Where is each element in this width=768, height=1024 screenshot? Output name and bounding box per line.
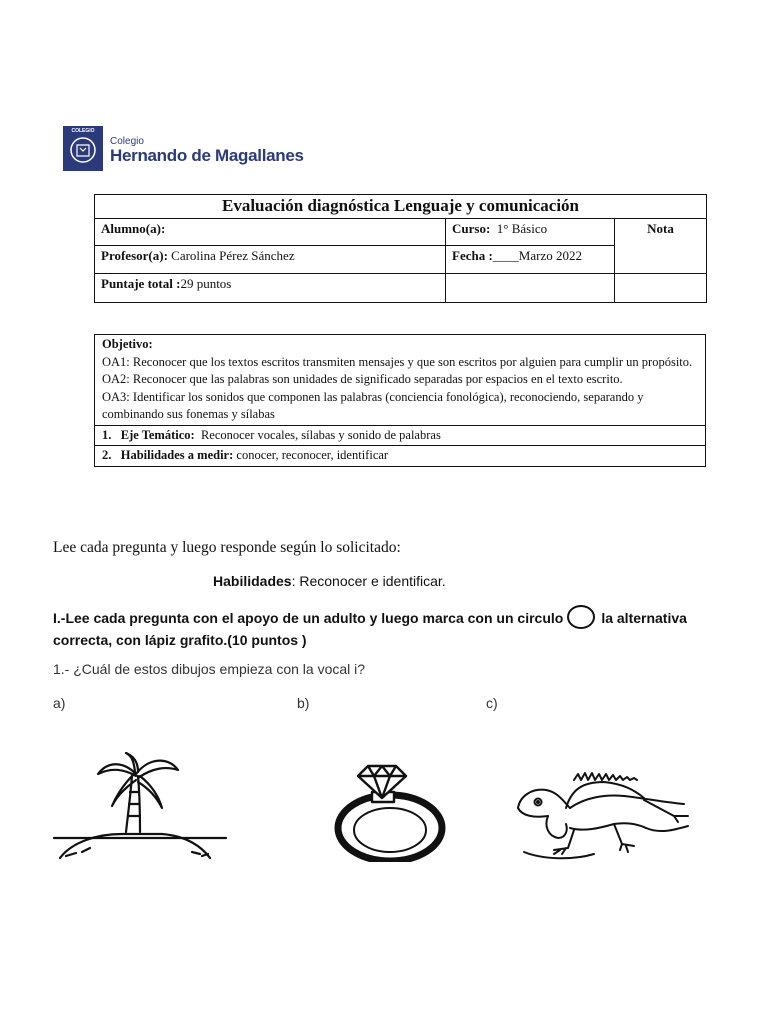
school-name: Hernando de Magallanes (110, 146, 304, 165)
teacher-label: Profesor(a): (101, 248, 168, 263)
date-blank: ____ (492, 248, 519, 263)
axis-label: Eje Temático: (120, 427, 195, 442)
general-instruction: Lee cada pregunta y luego responde según lo solicitado: (53, 539, 401, 556)
objectives-cell (95, 335, 706, 426)
section-1-text-before: I.-Lee cada pregunta con el apoyo de un adulto y luego marca con un circulo (53, 610, 564, 626)
objective-oa3: OA3: Identificar los sonidos que componen las palabras (conciencia fonológica), reconociendo, separando y combinando sus fonemas y sílabas (102, 389, 644, 421)
objective-oa1: OA1: Reconocer que los textos escritos transmiten mensajes y que son escritos por alguien para cumplir un propósito. (102, 354, 693, 369)
student-cell (95, 219, 446, 246)
objectives-table (94, 334, 706, 467)
option-a-label[interactable]: a) (53, 695, 66, 711)
axis-row (95, 425, 706, 446)
question-1-prompt: 1.- ¿Cuál de estos dibujos empieza con la vocal i? (53, 661, 366, 677)
empty-cell (446, 274, 615, 303)
skills-value: conocer, reconocer, identificar (236, 448, 389, 462)
objectives-heading: Objetivo: (102, 337, 153, 351)
skills-label: Habilidades a medir: (120, 448, 234, 462)
skills-line (213, 573, 446, 589)
course-label: Curso: (452, 221, 491, 236)
section-1-instruction (53, 605, 743, 651)
total-value: 29 puntos (180, 276, 232, 291)
axis-value: Reconocer vocales, sílabas y sonido de palabras (200, 427, 441, 442)
school-logo-badge (63, 126, 103, 171)
skills-line-value: : Reconocer e identificar. (291, 573, 446, 589)
svg-text:COLEGIO: COLEGIO (71, 128, 95, 134)
date-cell (446, 246, 615, 274)
header-table (94, 194, 707, 303)
skills-row (95, 446, 706, 467)
date-value: Marzo 2022 (518, 248, 582, 263)
axis-number: 1. (102, 427, 112, 442)
option-c-label[interactable]: c) (486, 695, 498, 711)
grade-cell (615, 219, 707, 274)
option-b-label[interactable]: b) (297, 695, 310, 711)
section-1-text-after: la alternativa correcta, con lápiz grafito.(10 puntos ) (53, 610, 687, 648)
objective-oa2: OA2: Reconocer que las palabras son unidades de significado separadas por espacios en el texto escrito. (102, 372, 623, 386)
course-cell (446, 219, 615, 246)
teacher-value: Carolina Pérez Sánchez (171, 248, 295, 263)
teacher-cell (95, 246, 446, 274)
grade-label: Nota (647, 221, 674, 236)
logo-small-text: Colegio (110, 136, 144, 147)
iguana-drawing[interactable] (514, 768, 690, 862)
total-label: Puntaje total : (101, 276, 181, 291)
circle-icon (567, 605, 595, 629)
palm-island-drawing[interactable] (52, 752, 230, 862)
diamond-ring-drawing[interactable] (328, 762, 446, 862)
skills-line-label: Habilidades (213, 573, 292, 589)
student-label: Alumno(a): (101, 221, 166, 236)
total-cell (95, 274, 446, 303)
course-value: 1° Básico (496, 221, 548, 236)
evaluation-title: Evaluación diagnóstica Lenguaje y comunicación (95, 195, 707, 219)
skills-number: 2. (102, 448, 112, 462)
empty-grade-cell (615, 274, 707, 303)
date-label: Fecha : (452, 248, 493, 263)
